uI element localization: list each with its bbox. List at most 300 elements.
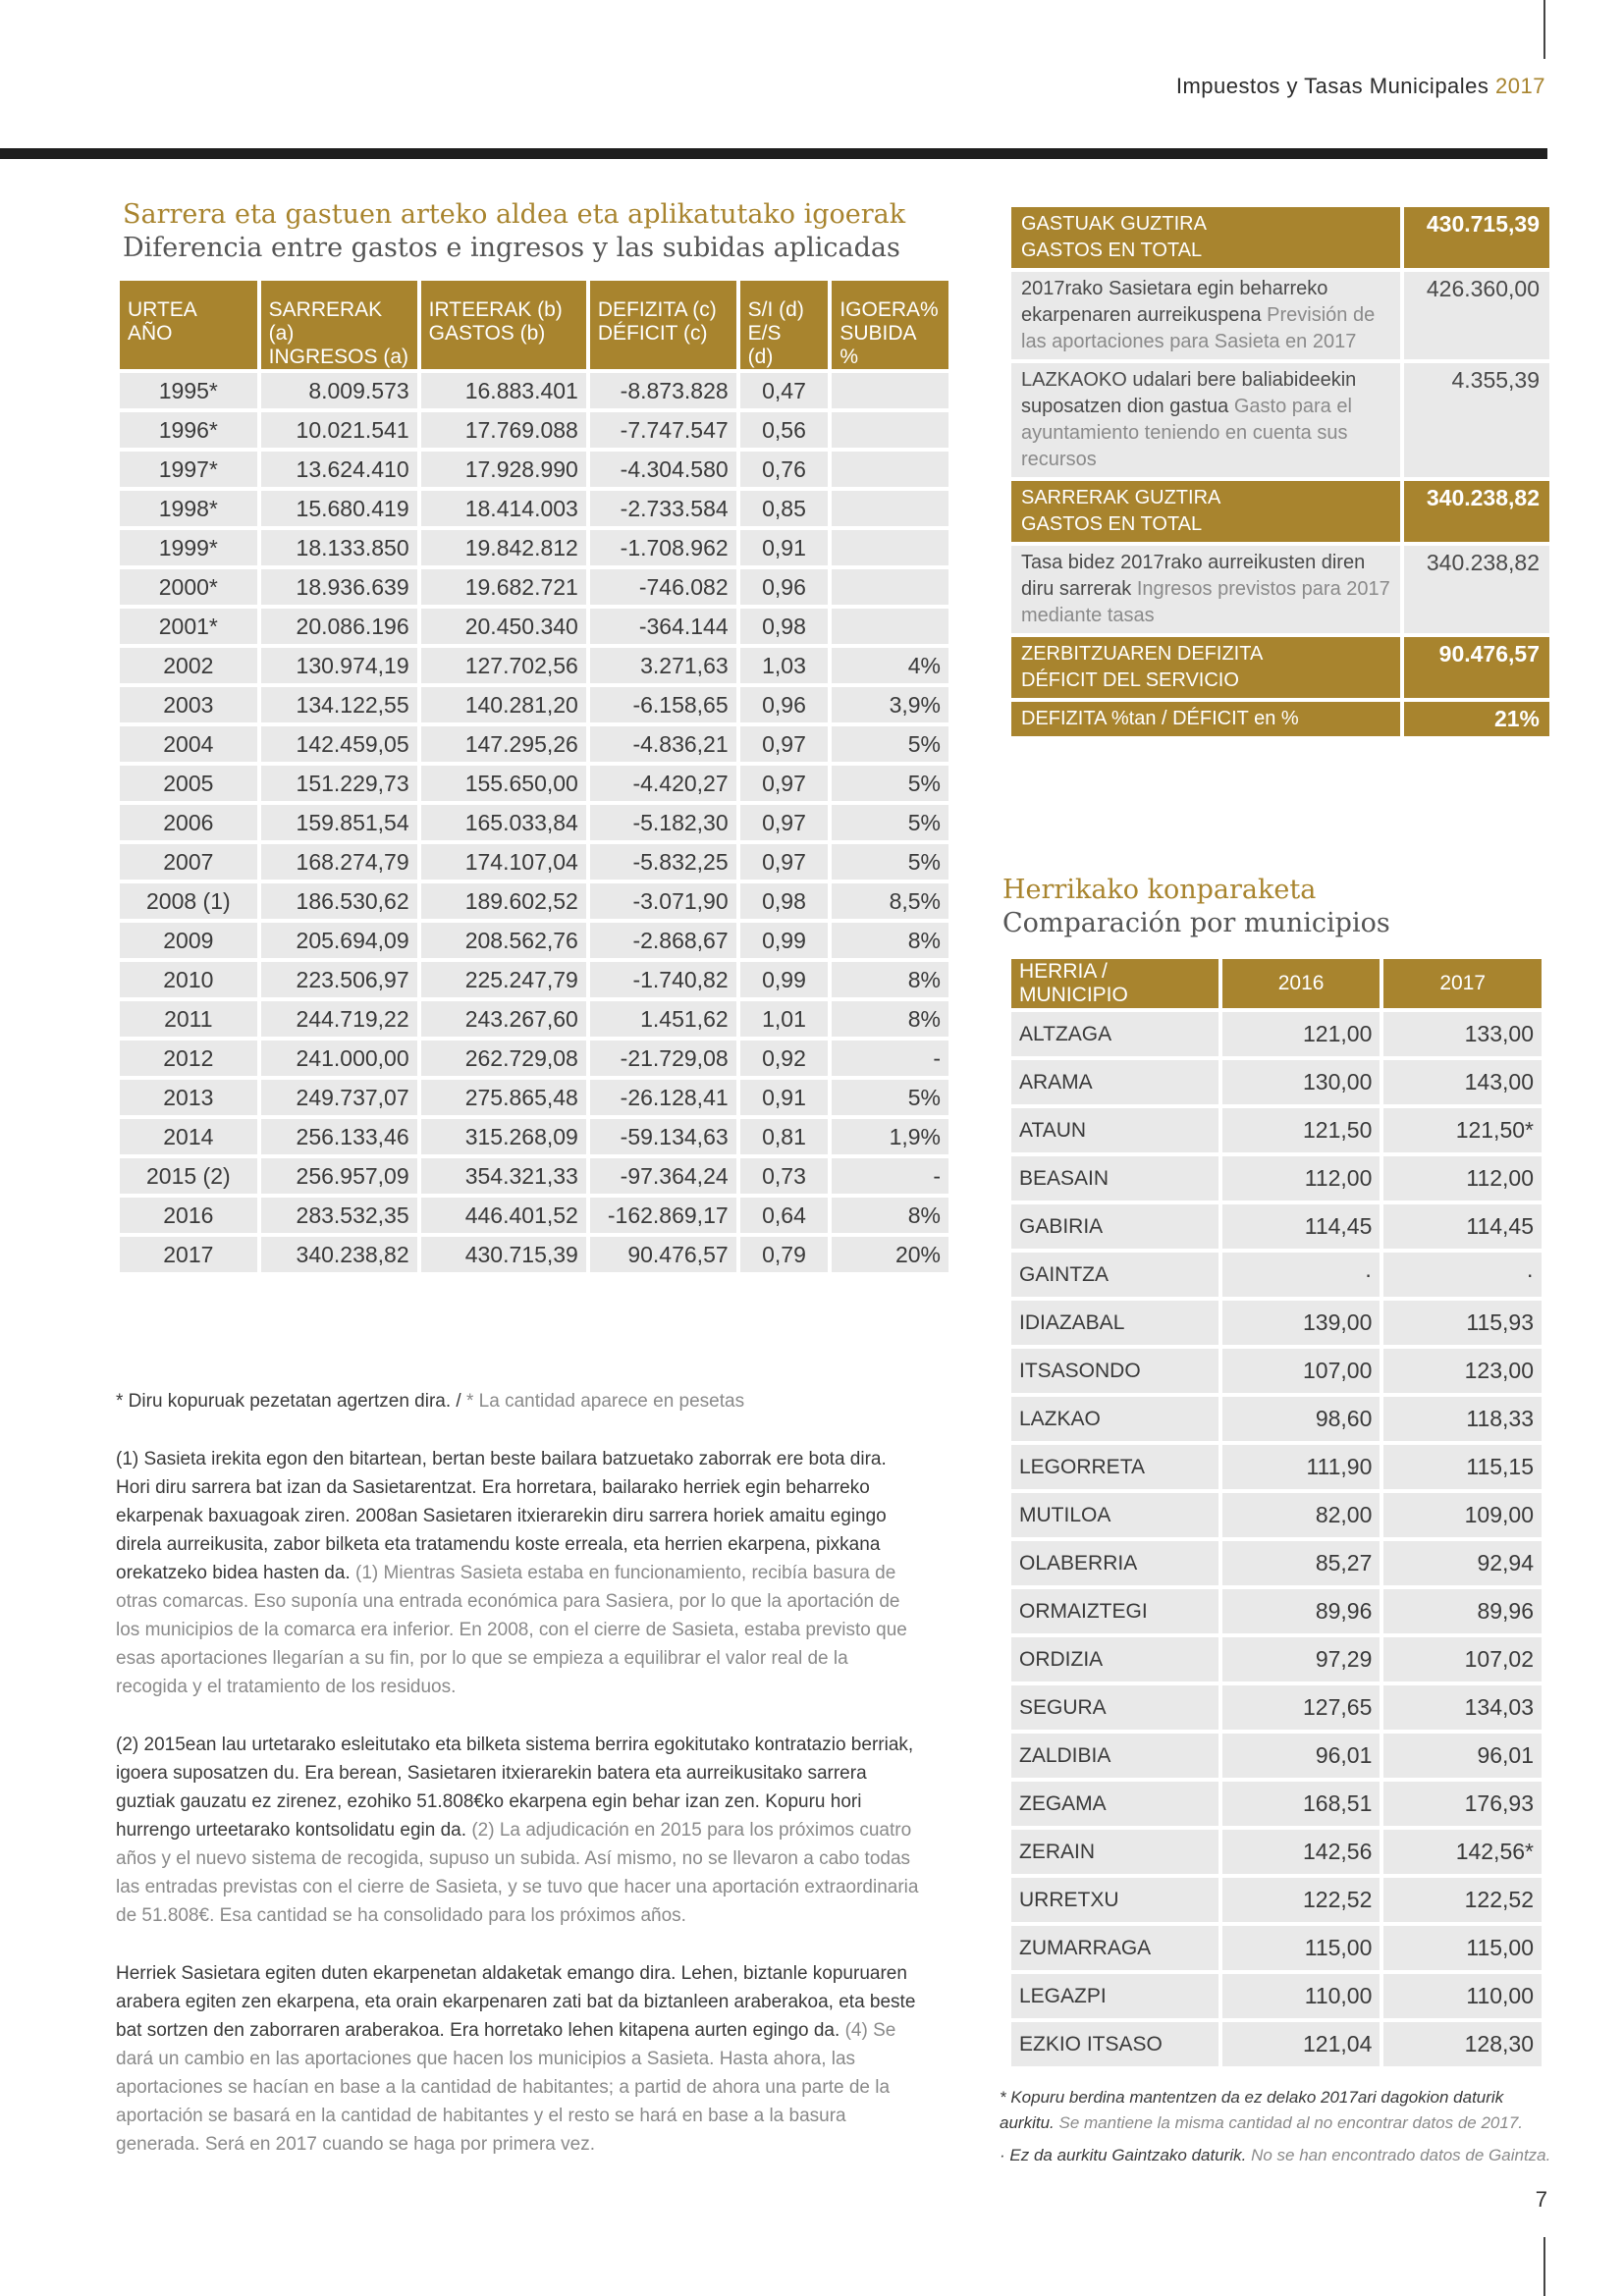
column-header [120,281,257,369]
table-cell: - [832,1158,948,1194]
footer-vertical-line [1543,2237,1545,2296]
right-section-subtitle: Comparación por municipios [1002,908,1390,938]
muni-footnote-2-eu: · Ez da aurkitu Gaintzako daturik. [1000,2146,1247,2164]
cost-label-es: DÉFICIT DEL SERVICIO [1021,669,1239,691]
muni-value: · [1383,1253,1542,1297]
table-row [120,726,948,762]
table-cell: 174.107,04 [421,844,586,880]
table-cell: 430.715,39 [421,1237,586,1272]
muni-row [1011,1734,1542,1778]
muni-name: ZALDIBIA [1011,1734,1218,1778]
muni-name: ORMAIZTEGI [1011,1589,1218,1633]
table-cell: 0,97 [740,726,829,762]
table-cell: 8.009.573 [261,373,417,408]
table-cell: 127.702,56 [421,648,586,683]
column-header-line: DEFIZITA (c) [597,298,717,321]
table-cell: -21.729,08 [590,1041,736,1076]
muni-value: 123,00 [1383,1349,1542,1393]
muni-row [1011,1926,1542,1970]
table-cell: 2012 [120,1041,257,1076]
cost-label-eu: DEFIZITA %tan / DÉFICIT en % [1021,708,1299,729]
column-header-line: INGRESOS (a) [268,346,408,368]
table-row [120,1080,948,1115]
note-4-es: (4) Se dará un cambio en las aportaciones que hacen los municipios a Sasieta. Hasta ahora, las aportaciones se hacían en base a la cantidad de habitantes; a partid de ahora una parte de la aportación se basará en la cantidad de habitantes y el resto se hará en base a la basura generada. Será en 2017 cuando se haga por primera vez. [116,2020,896,2155]
table-cell: 283.532,35 [261,1198,417,1233]
table-cell: 5% [832,726,948,762]
table-cell: 20.086.196 [261,609,417,644]
table-cell: -1.740,82 [590,962,736,997]
table-cell: -4.836,21 [590,726,736,762]
table-cell: 140.281,20 [421,687,586,722]
municipal-comparison-table [1007,955,1545,2070]
table-cell: 0,98 [740,883,829,919]
muni-value: 114,45 [1383,1204,1542,1249]
muni-name: LAZKAO [1011,1397,1218,1441]
table-cell: 0,97 [740,805,829,840]
table-header-row [120,281,948,369]
table-cell: 2001* [120,609,257,644]
table-cell: -162.869,17 [590,1198,736,1233]
cost-label [1011,363,1400,477]
cost-label-eu: SARRERAK GUZTIRA [1021,487,1221,508]
muni-value: 82,00 [1222,1493,1380,1537]
table-cell: 249.737,07 [261,1080,417,1115]
table-cell: 0,47 [740,373,829,408]
table-row [120,766,948,801]
muni-value: 122,52 [1222,1878,1380,1922]
table-cell: 1997* [120,452,257,487]
left-section-title: Sarrera eta gastuen arteko aldea eta aplikatutako igoerak [123,199,906,230]
cost-label [1011,702,1400,736]
muni-value: 130,00 [1222,1060,1380,1104]
table-row [120,1119,948,1154]
cost-row [1011,481,1549,542]
table-cell: 159.851,54 [261,805,417,840]
table-cell: 2003 [120,687,257,722]
table-cell: 0,56 [740,412,829,448]
muni-name: ZEGAMA [1011,1782,1218,1826]
column-header-line: S/I (d) [747,298,804,321]
note-1-eu: (1) Sasieta irekita egon den bitartean, bertan beste bailara batzuetako zaborrak ere bota dira. Hori diru sarrera bat izan da Sasietarentzat. Era horretara, bailarako herriek egin beharreko ekarpenak baxuagoak ziren. 2008an Sasietaren itxierarekin diru sarrera horiek amaitu egingo direla aurreikusita, zabor bilketa eta tratamendu koste errealа, eta herrien ekarpena, pixkana orekatzeko bidea hasten da. [116,1449,887,1583]
muni-value: 168,51 [1222,1782,1380,1826]
note-1 [116,1445,923,1701]
table-cell [832,452,948,487]
table-cell: 15.680.419 [261,491,417,526]
table-row [120,687,948,722]
table-cell: 0,91 [740,530,829,565]
column-header [590,281,736,369]
table-cell: 262.729,08 [421,1041,586,1076]
table-cell: 8% [832,923,948,958]
muni-value: 89,96 [1222,1589,1380,1633]
muni-name: ITSASONDO [1011,1349,1218,1393]
table-cell: 354.321,33 [421,1158,586,1194]
muni-value: 109,00 [1383,1493,1542,1537]
cost-value: 21% [1404,702,1549,736]
column-header [740,281,829,369]
muni-name: URRETXU [1011,1878,1218,1922]
table-cell: 20.450.340 [421,609,586,644]
table-row [120,491,948,526]
table-cell: 0,98 [740,609,829,644]
table-cell: 2004 [120,726,257,762]
note-2 [116,1731,923,1930]
table-cell: 1996* [120,412,257,448]
muni-row [1011,1830,1542,1874]
table-cell: 18.133.850 [261,530,417,565]
table-cell: 16.883.401 [421,373,586,408]
cost-row [1011,637,1549,698]
table-cell: -26.128,41 [590,1080,736,1115]
muni-name: ORDIZIA [1011,1637,1218,1682]
cost-value: 426.360,00 [1404,272,1549,359]
cost-label-es: Previsión de las aportaciones para Sasieta en 2017 [1021,304,1376,352]
table-cell: 5% [832,805,948,840]
table-cell: -4.304.580 [590,452,736,487]
muni-name: OLABERRIA [1011,1541,1218,1585]
column-header-line: % [839,346,859,368]
table-cell [832,609,948,644]
muni-row [1011,1204,1542,1249]
table-cell: -1.708.962 [590,530,736,565]
muni-name: EZKIO ITSASO [1011,2022,1218,2066]
muni-value: 110,00 [1383,1974,1542,2018]
header-title [1176,74,1545,99]
muni-row [1011,1685,1542,1730]
table-cell: -2.733.584 [590,491,736,526]
muni-header-row [1011,959,1542,1008]
footnote-pesetas [116,1387,921,1415]
table-cell: 2017 [120,1237,257,1272]
muni-value: 115,00 [1222,1926,1380,1970]
table-cell: -364.144 [590,609,736,644]
muni-row [1011,1060,1542,1104]
muni-name: GABIRIA [1011,1204,1218,1249]
muni-row [1011,1974,1542,2018]
muni-value: 115,93 [1383,1301,1542,1345]
table-cell: -97.364,24 [590,1158,736,1194]
muni-row [1011,1253,1542,1297]
muni-value: 127,65 [1222,1685,1380,1730]
muni-column-header: 2017 [1383,959,1542,1008]
table-row [120,648,948,683]
muni-value: 134,03 [1383,1685,1542,1730]
muni-value: · [1222,1253,1380,1297]
income-expense-table [116,277,952,1276]
table-cell: 2009 [120,923,257,958]
muni-name: ALTZAGA [1011,1012,1218,1056]
table-cell: 142.459,05 [261,726,417,762]
table-cell: 2013 [120,1080,257,1115]
cost-label-es: Gasto para el ayuntamiento teniendo en cuenta sus recursos [1021,396,1352,470]
table-row [120,412,948,448]
table-cell: 1998* [120,491,257,526]
muni-value: 121,50* [1383,1108,1542,1152]
table-cell: 0,99 [740,923,829,958]
left-section-heading [123,198,967,265]
table-row [120,609,948,644]
table-cell: -6.158,65 [590,687,736,722]
table-cell: 315.268,09 [421,1119,586,1154]
cost-value: 430.715,39 [1404,207,1549,268]
table-cell: 244.719,22 [261,1001,417,1037]
cost-label-eu: LAZKAOKO udalari bere baliabideekin suposatzen dion gastua [1021,369,1357,417]
table-cell: 186.530,62 [261,883,417,919]
table-cell: 1,9% [832,1119,948,1154]
cost-row [1011,702,1549,736]
table-cell: 13.624.410 [261,452,417,487]
right-section-title: Herrikako konparaketa [1002,875,1317,905]
muni-row [1011,1108,1542,1152]
table-cell: 275.865,48 [421,1080,586,1115]
table-cell: 1999* [120,530,257,565]
table-cell: 8% [832,1001,948,1037]
muni-value: 107,02 [1383,1637,1542,1682]
table-cell: 0,92 [740,1041,829,1076]
table-cell: 165.033,84 [421,805,586,840]
table-row [120,1158,948,1194]
muni-row [1011,1493,1542,1537]
muni-value: 111,90 [1222,1445,1380,1489]
table-cell: 256.957,09 [261,1158,417,1194]
table-row [120,569,948,605]
note-2-eu: (2) 2015ean lau urtetarako esleitutako eta bilketa sistema berrira egokitutako kontratazio berriak, igoera suposatzen du. Era berean, Sasietaren itxierarekin batera eta aurreikusitako sarrera guztiak gauzatu ez zirenez, ezohiko 51.808€ko ekarpena egin behar izan zen. Kopuru hori hurrengo urteetarako kontsolidatu egin da. [116,1735,914,1841]
table-row [120,1198,948,1233]
muni-value: 112,00 [1222,1156,1380,1201]
footnote-pesetas-es: * La cantidad aparece en pesetas [466,1391,745,1412]
muni-value: 121,50 [1222,1108,1380,1152]
cost-label-es: GASTOS EN TOTAL [1021,513,1203,535]
table-cell: 340.238,82 [261,1237,417,1272]
muni-name: GAINTZA [1011,1253,1218,1297]
table-cell: 2015 (2) [120,1158,257,1194]
muni-row [1011,1301,1542,1345]
cost-label-es: Ingresos previstos para 2017 mediante tasas [1021,578,1390,626]
muni-value: 176,93 [1383,1782,1542,1826]
muni-row [1011,1589,1542,1633]
table-cell: 0,96 [740,569,829,605]
table-cell: 223.506,97 [261,962,417,997]
muni-value: 143,00 [1383,1060,1542,1104]
cost-label-eu: 2017rako Sasietara egin beharreko ekarpenaren aurreikuspena [1021,278,1328,326]
muni-name: ARAMA [1011,1060,1218,1104]
table-cell: 0,64 [740,1198,829,1233]
muni-value: 112,00 [1383,1156,1542,1201]
muni-value: 96,01 [1383,1734,1542,1778]
table-cell: 8% [832,1198,948,1233]
table-cell: -4.420,27 [590,766,736,801]
muni-value: 96,01 [1222,1734,1380,1778]
note-4 [116,1959,923,2159]
table-cell: 0,81 [740,1119,829,1154]
table-cell: 8,5% [832,883,948,919]
table-cell: 0,96 [740,687,829,722]
muni-value: 133,00 [1383,1012,1542,1056]
table-row [120,452,948,487]
muni-column-header: 2016 [1222,959,1380,1008]
muni-name: ZERAIN [1011,1830,1218,1874]
muni-name: IDIAZABAL [1011,1301,1218,1345]
cost-summary-table [1007,203,1553,740]
muni-value: 92,94 [1383,1541,1542,1585]
table-cell: 243.267,60 [421,1001,586,1037]
table-cell: 134.122,55 [261,687,417,722]
muni-row [1011,2022,1542,2066]
muni-value: 110,00 [1222,1974,1380,2018]
cost-row [1011,272,1549,359]
table-cell: -5.182,30 [590,805,736,840]
table-cell: 189.602,52 [421,883,586,919]
table-row [120,805,948,840]
table-row [120,530,948,565]
muni-row [1011,1012,1542,1056]
table-cell: 0,91 [740,1080,829,1115]
table-cell: -5.832,25 [590,844,736,880]
table-cell: 1,03 [740,648,829,683]
table-cell: 5% [832,1080,948,1115]
muni-value: 115,15 [1383,1445,1542,1489]
header-title-text: Impuestos y Tasas Municipales [1175,74,1489,98]
table-cell: 155.650,00 [421,766,586,801]
table-cell [832,412,948,448]
column-header [261,281,417,369]
table-cell: 0,99 [740,962,829,997]
column-header-line: SARRERAK (a) [268,298,383,345]
column-header-line: DÉFICIT (c) [597,322,708,345]
cost-label-eu: ZERBITZUAREN DEFIZITA [1021,643,1264,665]
table-cell: 225.247,79 [421,962,586,997]
table-cell: -746.082 [590,569,736,605]
note-1-es: (1) Mientras Sasieta estaba en funcionamiento, recibía basura de otras comarcas. Eso suponía una entrada económica para Sasiera, por lo que la aportación de los municipios de la comarca era inferior. En 2008, con el cierre de Sasieta, estaba previsto que esas aportaciones llegarían a su fin, por lo que se empieza a equilibrar el valor real de la recogida y el tratamiento de los residuos. [116,1563,907,1697]
table-cell: 2006 [120,805,257,840]
table-cell: 19.682.721 [421,569,586,605]
muni-row [1011,1541,1542,1585]
muni-footnote-1-eu: * Kopuru berdina mantentzen da ez delako 2017ari dagokion daturik aurkitu. [1000,2088,1504,2132]
cost-value: 4.355,39 [1404,363,1549,477]
table-cell: -8.873.828 [590,373,736,408]
table-cell: 1995* [120,373,257,408]
cost-value: 90.476,57 [1404,637,1549,698]
table-cell: 90.476,57 [590,1237,736,1272]
cost-label-es: GASTOS EN TOTAL [1021,240,1203,261]
table-cell: -7.747.547 [590,412,736,448]
note-4-eu: Herriek Sasietara egiten duten ekarpenetan aldaketak emango dira. Lehen, biztanle kopuruaren arabera egiten zen ekarpena, eta orain ekarpenaren zati bat da biztanleen araberakoa, eta beste bat sortzen den zaborraren araberakoa. Era horretako lehen kitapena aurten egingo da. [116,1963,916,2041]
cost-label [1011,481,1400,542]
table-cell [832,530,948,565]
muni-footnote-1 [1000,2085,1559,2136]
muni-name: LEGAZPI [1011,1974,1218,2018]
table-cell: 19.842.812 [421,530,586,565]
table-cell: 10.021.541 [261,412,417,448]
table-cell: 147.295,26 [421,726,586,762]
table-row [120,373,948,408]
table-row [120,1041,948,1076]
muni-value: 122,52 [1383,1878,1542,1922]
table-cell: 0,97 [740,844,829,880]
table-cell: 0,73 [740,1158,829,1194]
table-cell: 2002 [120,648,257,683]
table-cell: 2014 [120,1119,257,1154]
muni-value: 114,45 [1222,1204,1380,1249]
table-cell: 20% [832,1237,948,1272]
table-row [120,844,948,880]
right-section-heading [1002,874,1552,940]
table-cell: 2011 [120,1001,257,1037]
cost-row [1011,207,1549,268]
header-year: 2017 [1495,74,1545,98]
table-cell: 1,01 [740,1001,829,1037]
column-header-line: URTEA [128,298,197,321]
table-cell: 168.274,79 [261,844,417,880]
table-cell: 2000* [120,569,257,605]
table-row [120,962,948,997]
cost-label [1011,637,1400,698]
table-cell: -3.071,90 [590,883,736,919]
table-cell: -2.868,67 [590,923,736,958]
cost-value: 340.238,82 [1404,546,1549,633]
table-row [120,1001,948,1037]
cost-row [1011,363,1549,477]
table-cell: 241.000,00 [261,1041,417,1076]
table-row [120,883,948,919]
muni-row [1011,1637,1542,1682]
table-cell: 2016 [120,1198,257,1233]
table-cell: 151.229,73 [261,766,417,801]
cost-label [1011,272,1400,359]
column-header-line: SUBIDA [839,322,917,345]
muni-column-header: HERRIA / MUNICIPIO [1011,959,1218,1008]
muni-row [1011,1878,1542,1922]
table-cell: 2005 [120,766,257,801]
table-cell [832,569,948,605]
table-cell: 5% [832,844,948,880]
muni-value: 97,29 [1222,1637,1380,1682]
page-number: 7 [1535,2187,1547,2212]
table-cell [832,491,948,526]
muni-name: ATAUN [1011,1108,1218,1152]
muni-footnote-1-es: Se mantiene la misma cantidad al no encontrar datos de 2017. [1058,2113,1523,2132]
column-header [421,281,586,369]
muni-value: 128,30 [1383,2022,1542,2066]
cost-label-eu: Tasa bidez 2017rako aurreikusten diren diru sarrerak [1021,552,1366,600]
muni-row [1011,1156,1542,1201]
table-cell: 0,97 [740,766,829,801]
muni-row [1011,1782,1542,1826]
table-cell: 4% [832,648,948,683]
muni-row [1011,1349,1542,1393]
muni-name: LEGORRETA [1011,1445,1218,1489]
table-cell: 17.769.088 [421,412,586,448]
table-cell: 0,85 [740,491,829,526]
muni-footnote-2-es: No se han encontrado datos de Gaintza. [1251,2146,1551,2164]
cost-label-eu: GASTUAK GUZTIRA [1021,213,1207,235]
muni-footnote-2 [1000,2143,1559,2168]
table-cell: 3,9% [832,687,948,722]
table-cell: - [832,1041,948,1076]
table-cell: 3.271,63 [590,648,736,683]
column-header-line: E/S [747,322,782,345]
muni-name: SEGURA [1011,1685,1218,1730]
cost-label [1011,546,1400,633]
muni-value: 107,00 [1222,1349,1380,1393]
muni-name: MUTILOA [1011,1493,1218,1537]
muni-value: 85,27 [1222,1541,1380,1585]
muni-value: 142,56* [1383,1830,1542,1874]
table-cell: 0,76 [740,452,829,487]
muni-row [1011,1397,1542,1441]
header-bar [0,148,1547,159]
muni-value: 139,00 [1222,1301,1380,1345]
